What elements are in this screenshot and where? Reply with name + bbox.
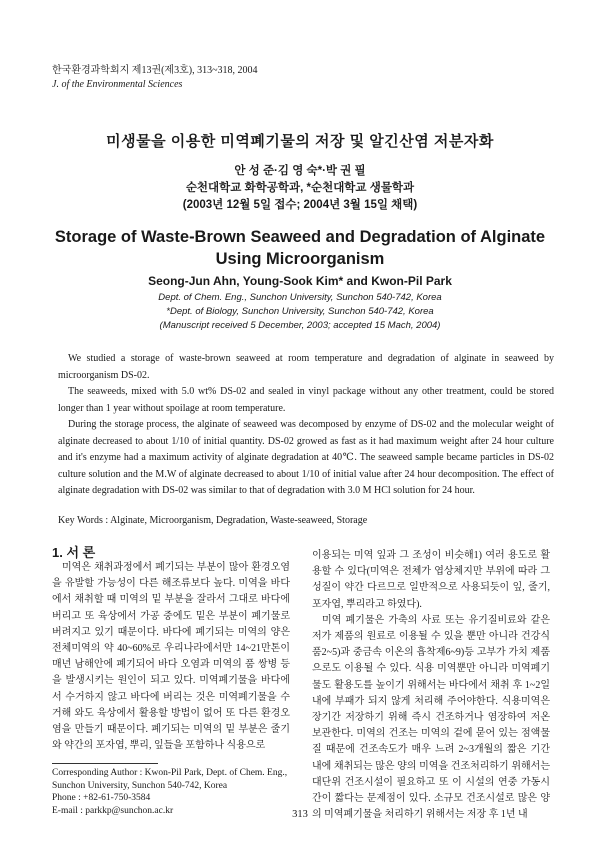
- title-korean: 미생물을 이용한 미역폐기물의 저장 및 알긴산염 저분자화: [106, 133, 494, 150]
- abstract-paragraph: During the storage process, the alginate of seaweed was decomposed by enzyme of DS-02 and the molecular weight of alginate decreased to about 1/10 of initial quantity. DS-02 growed as fast as it had maximum weight after 24 hour culture and it's enzyme had a maximum activity of alginate degradation at 40℃. The seaweed sample became particles in DS-02 culture solution and the M.W of alginate decreased to about 1/10 of initial value after 24 hour decomposition. The effect of alginate degradation with DS-02 was similar to that of degradation with 3.0 M HCl solution for 24 hour.: [58, 419, 554, 496]
- body-paragraph: 미역 폐기물은 가축의 사료 또는 유기질비료와 같은 저가 제품의 원료로 이용될 수 있을 뿐만 아니라 건강식품2~5)과 중금속 이온의 흡착제6~9)등 고부가 가치 제품으로도 이용될 수 있다. 식용 미역뿐만 아니라 미역폐기물도 활용도를 높이기 위해서는 바다에서 채취 후 1~2일 내에 부패가 되지 않게 처리해 주어야한다. 식용미역은 장기간 저장하기 위해 즉시 건조하거나 염장하여 저온 보관한다. 미역의 건조는 미역의 겉에 묻어 있는 점액물질 때문에 건조속도가 매우 느려 2~3개월의 짧은 기간 내에 채취되는 많은 양의 미역을 건조처리하기 위해서는 대단위 건조시설이 필요하고 또 이 시설의 연중 가동시간이 짧다는 문제점이 있다. 소규모 건조시설로 많은 양의 미역폐기물을 처리하기 위해서는 저장 후 1년 내: [312, 614, 550, 821]
- footnote-divider: [52, 763, 158, 764]
- footnote-line: Phone : +82-61-750-3584: [52, 793, 151, 803]
- footnote-line: Sunchon University, Sunchon 540-742, Korea: [52, 780, 228, 791]
- affiliation-line: Dept. of Chem. Eng., Sunchon University, Sunchon 540-742, Korea: [158, 292, 442, 303]
- footnote-line: Corresponding Author : Kwon-Pil Park, Dept. of Chem. Eng.,: [52, 768, 288, 778]
- footnote-email: E-mail : parkkp@sunchon.ac.kr: [52, 805, 174, 816]
- affiliation-line: *Dept. of Biology, Sunchon University, Sunchon 540-742, Korea: [166, 306, 434, 317]
- affiliations-english: [0, 291, 600, 333]
- body-paragraph: 미역은 채취과정에서 폐기되는 부분이 많아 환경오염을 유발할 가능성이 다른 해조류보다 높다. 미역을 바다에서 채취할 때 미역의 밑 부분을 잘라서 그대로 바다에 버리고 또 육상에서 가공 중에도 밑은 부분이 폐기물로 버려지고 있기 때문이다. 바다에 폐기되는 미역의 양은 전체미역의 약 40~60%로 우리나라에서만 14~21만톤이 매년 남해안에 폐기되어 바다 오염과 미역의 품 쌍병 등을 발생시키는 원인이 되고 있다. 미역폐기물을 바다에서 수거하지 않고 바다에 버리는 것은 미역폐기물을 수거해 와도 육상에서 활용할 방법이 없어 또 다른 환경오염을 만들기 때문이다. 폐기되는 미역의 밑 부분은 줄기와 약간의 포자엽, 뿌리, 잎들을 포함하나 식용으로: [52, 562, 290, 752]
- keywords: Key Words : Alginate, Microorganism, Degradation, Waste-seaweed, Storage: [58, 515, 368, 526]
- body-column-right: [312, 548, 550, 823]
- abstract-paragraph: The seaweeds, mixed with 5.0 wt% DS-02 and sealed in vinyl package without any other treatment, could be stored longer than 1 year without spoilage at room temperature.: [58, 386, 554, 414]
- journal-header: [52, 64, 258, 92]
- journal-name-en: J. of the Environmental Sciences: [52, 79, 183, 90]
- authors-korean: 안 성 준·김 영 숙*·박 권 필: [234, 165, 366, 177]
- authors-korean-block: [0, 163, 600, 214]
- body-column-left: [52, 560, 290, 754]
- title-english: Storage of Waste-Brown Seaweed and Degradation of Alginate Using Microorganism: [54, 228, 546, 268]
- authors-english: Seong-Jun Ahn, Young-Sook Kim* and Kwon-Pil Park: [148, 274, 452, 288]
- affiliation-korean: 순천대학교 화학공학과, *순천대학교 생물학과: [185, 182, 415, 194]
- body-paragraph: 이용되는 미역 잎과 그 조성이 비슷해1) 여러 용도로 활용할 수 있다(미역은 전체가 엽상체지만 부위에 따라 그 성질이 약간 다르므로 일반적으로 사용되듯이 잎, 줄기, 포자엽, 뿌리라고 하였다).: [312, 550, 550, 610]
- received-date-korean: (2003년 12월 5일 접수; 2004년 3월 15일 채택): [182, 199, 418, 211]
- journal-citation-ko: 한국환경과학회지 제13권(제3호), 313~318, 2004: [52, 65, 258, 76]
- page-number: 313: [292, 809, 308, 820]
- abstract: [58, 351, 554, 500]
- manuscript-dates: (Manuscript received 5 December, 2003; accepted 15 Mach, 2004): [159, 320, 441, 331]
- abstract-paragraph: We studied a storage of waste-brown seaweed at room temperature and degradation of alginate in seaweed by microorganism DS-02.: [58, 353, 554, 381]
- section-heading-introduction: 1. 서 론: [52, 545, 96, 560]
